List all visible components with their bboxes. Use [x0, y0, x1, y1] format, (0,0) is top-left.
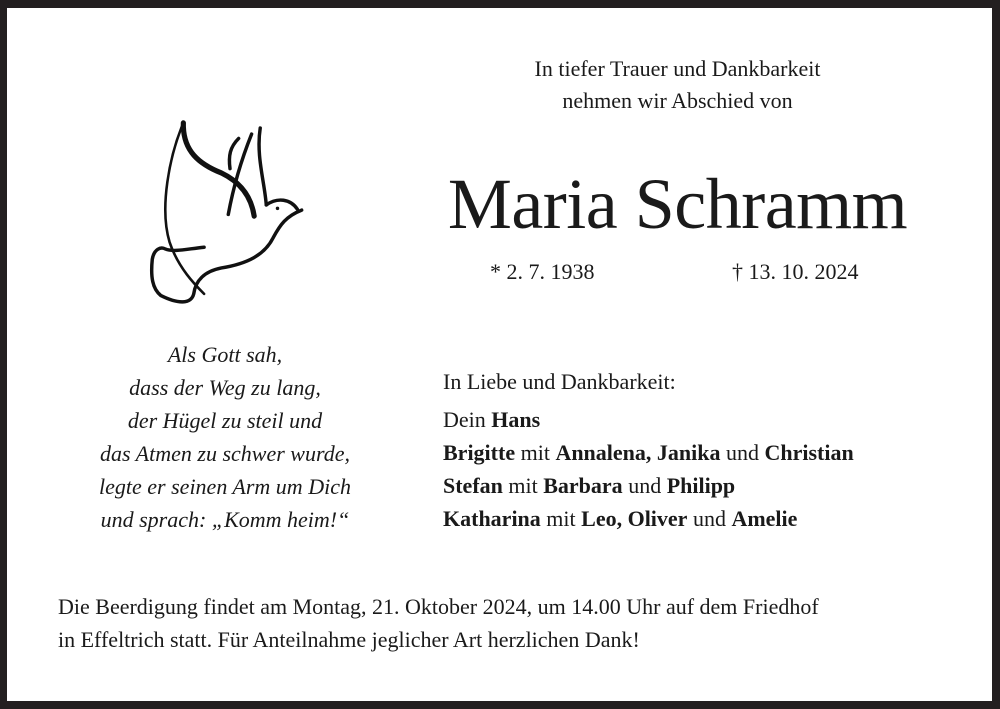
family-line: Katharina mit Leo, Oliver und Amelie: [443, 506, 798, 531]
poem-line: das Atmen zu schwer wurde,: [100, 441, 350, 466]
poem-line: der Hügel zu steil und: [127, 408, 323, 433]
dove-icon: [135, 95, 325, 320]
family-line: Stefan mit Barbara und Philipp: [443, 473, 736, 498]
birth-date: * 2. 7. 1938: [490, 259, 595, 284]
poem-line: dass der Weg zu lang,: [129, 375, 321, 400]
poem-line: und sprach: „Komm heim!“: [100, 507, 350, 532]
funeral-info-line-1: Die Beerdigung findet am Montag, 21. Oktober 2024, um 14.00 Uhr auf dem Friedhof: [58, 594, 819, 619]
header-line-2: nehmen wir Abschied von: [562, 88, 793, 113]
poem-line: Als Gott sah,: [167, 342, 283, 367]
deceased-name: Maria Schramm: [447, 164, 908, 244]
header-line-1: In tiefer Trauer und Dankbarkeit: [534, 56, 821, 81]
family-line: Dein Hans: [443, 407, 541, 432]
death-date: † 13. 10. 2024: [732, 259, 859, 284]
poem-line: legte er seinen Arm um Dich: [99, 474, 351, 499]
family-intro: In Liebe und Dankbarkeit:: [443, 369, 676, 394]
family-line: Brigitte mit Annalena, Janika und Christian: [443, 440, 854, 465]
funeral-info-line-2: in Effeltrich statt. Für Anteilnahme jeglicher Art herzlichen Dank!: [58, 627, 640, 652]
